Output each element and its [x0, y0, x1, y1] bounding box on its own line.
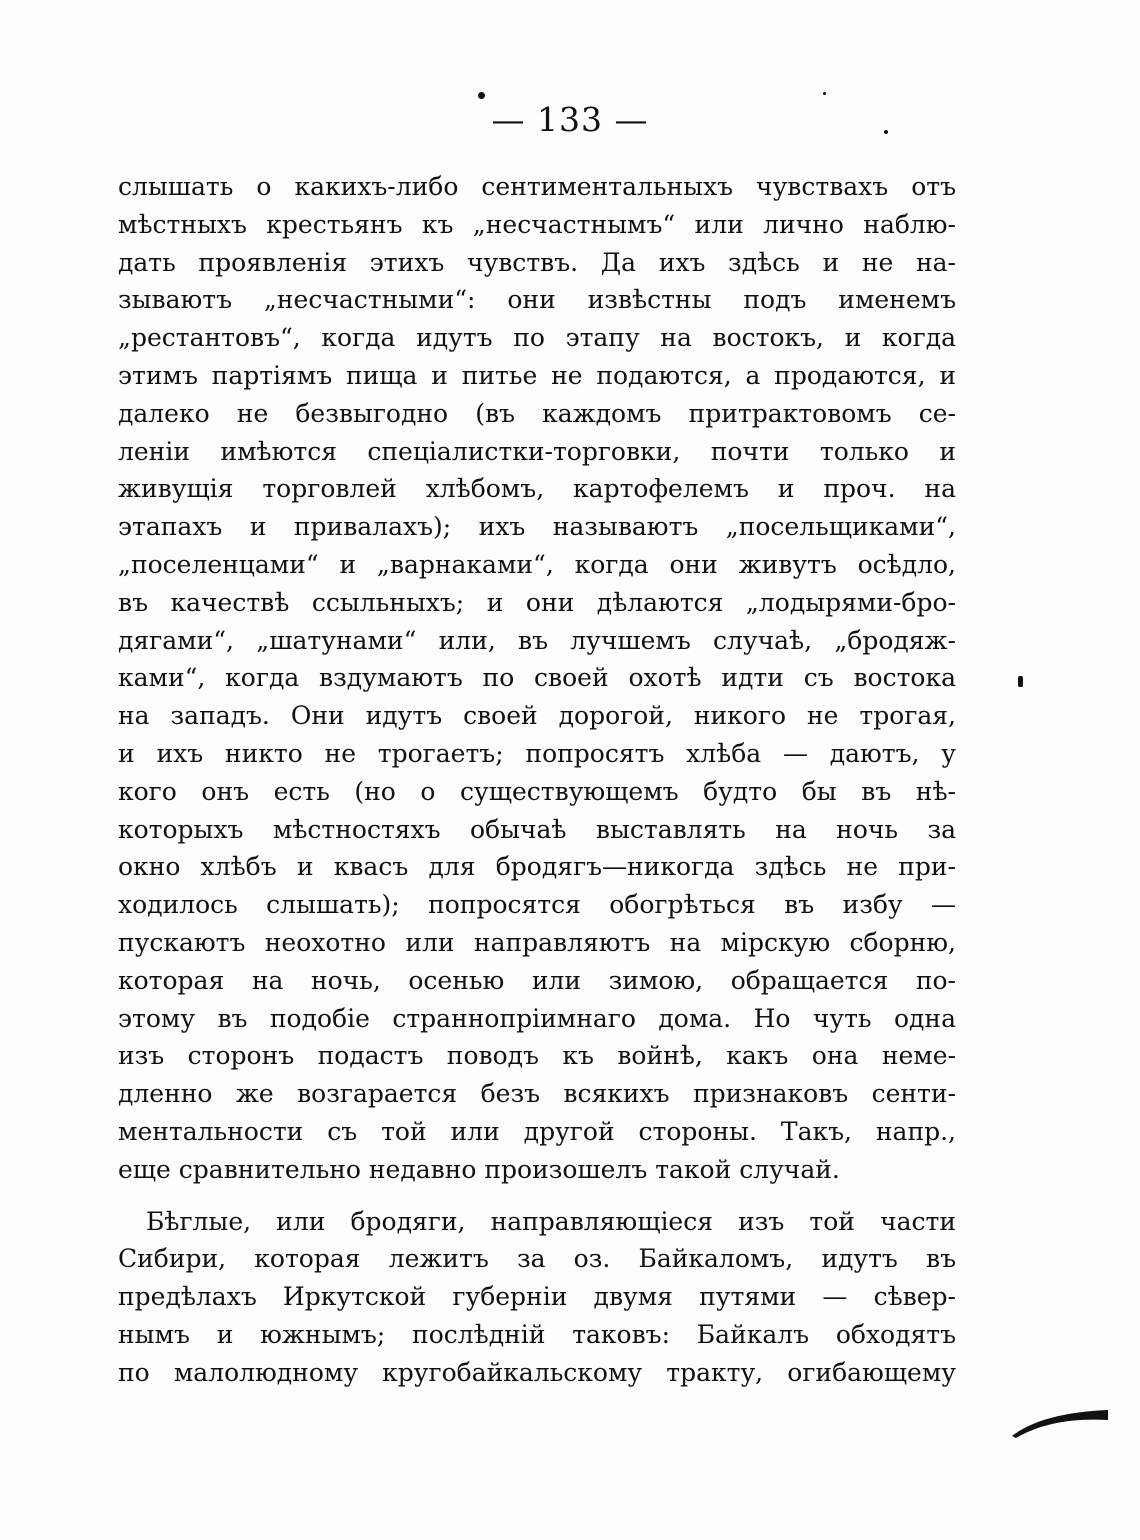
scan-artifact-mark — [1010, 1400, 1110, 1440]
text-line: „поселенцами“ и „варнаками“, когда они живутъ осѣдло, — [118, 549, 956, 579]
text-line: Бѣглые, или бродяги, направляющіеся изъ той части — [146, 1206, 956, 1236]
text-line: изъ сторонъ подастъ поводъ къ войнѣ, какъ она неме- — [118, 1041, 956, 1071]
text-line: нымъ и южнымъ; послѣдній таковъ: Байкалъ обходятъ — [118, 1319, 956, 1349]
text-line: окно хлѣбъ и квасъ для бродягъ—никогда здѣсь не при- — [118, 852, 956, 882]
ink-speck — [823, 92, 826, 95]
text-line: которыхъ мѣстностяхъ обычаѣ выставлять на ночь за — [118, 814, 956, 844]
text-line: ками“, когда вздумаютъ по своей охотѣ идти съ востока — [118, 663, 956, 693]
text-line: ментальности съ той или другой стороны. Такъ, напр., — [118, 1116, 956, 1146]
text-line: предѣлахъ Иркутской губерніи двумя путями — сѣвер- — [118, 1282, 956, 1312]
text-line: этимъ партіямъ пища и питье не подаются, а продаются, и — [118, 360, 956, 390]
text-line: которая на ночь, осенью или зимою, обращается по- — [118, 965, 956, 995]
page-number: — 133 — — [491, 100, 649, 139]
text-line: слышать о какихъ-либо сентиментальныхъ чувствахъ отъ — [118, 172, 956, 201]
text-line: этому въ подобіе страннопріимнаго дома. Но чуть одна — [118, 1003, 956, 1033]
text-line: дягами“, „шатунами“ или, въ лучшемъ случаѣ, „бродяж- — [118, 625, 956, 655]
text-line: дать проявленія этихъ чувствъ. Да ихъ здѣсь и не на- — [118, 247, 956, 277]
text-line: еще сравнительно недавно произошелъ такой случай. — [118, 1154, 840, 1184]
paragraph-2 — [118, 1203, 956, 1392]
text-line: кого онъ есть (но о существующемъ будто бы въ нѣ- — [118, 776, 956, 806]
ink-speck — [884, 130, 888, 134]
text-line: зываютъ „несчастными“: они извѣстны подъ именемъ — [118, 285, 956, 315]
text-line: на западъ. Они идутъ своей дорогой, никого не трогая, — [118, 701, 956, 731]
body-text — [118, 168, 956, 1392]
text-line: по малолюдному кругобайкальскому тракту, огибающему — [118, 1357, 956, 1387]
text-line: этапахъ и привалахъ); ихъ называютъ „посельщиками“, — [118, 512, 956, 542]
text-line: мѣстныхъ крестьянъ къ „несчастнымъ“ или лично наблю- — [118, 209, 956, 239]
text-line: живущія торговлей хлѣбомъ, картофелемъ и проч. на — [118, 474, 956, 504]
text-line: дленно же возгарается безъ всякихъ признаковъ сенти- — [118, 1079, 956, 1109]
text-line: далеко не безвыгодно (въ каждомъ притрактовомъ се- — [118, 398, 956, 428]
ink-speck — [478, 92, 485, 99]
text-line: ходилось слышать); попросятся обогрѣться въ избу — — [118, 890, 956, 920]
text-line: леніи имѣются спеціалистки-торговки, почти только и — [118, 436, 956, 466]
text-line: Сибири, которая лежитъ за оз. Байкаломъ, идутъ въ — [118, 1244, 956, 1274]
text-line: и ихъ никто не трогаетъ; попросятъ хлѣба — даютъ, у — [118, 738, 956, 768]
paragraph-1 — [118, 168, 956, 1189]
text-line: въ качествѣ ссыльныхъ; и они дѣлаются „лодырями-бро- — [118, 587, 956, 617]
text-line: „рестантовъ“, когда идутъ по этапу на востокъ, и когда — [118, 323, 956, 353]
paragraph-gap — [118, 1189, 956, 1203]
ink-speck — [1018, 676, 1023, 687]
text-line: пускаютъ неохотно или направляютъ на мірскую сборню, — [118, 927, 956, 957]
